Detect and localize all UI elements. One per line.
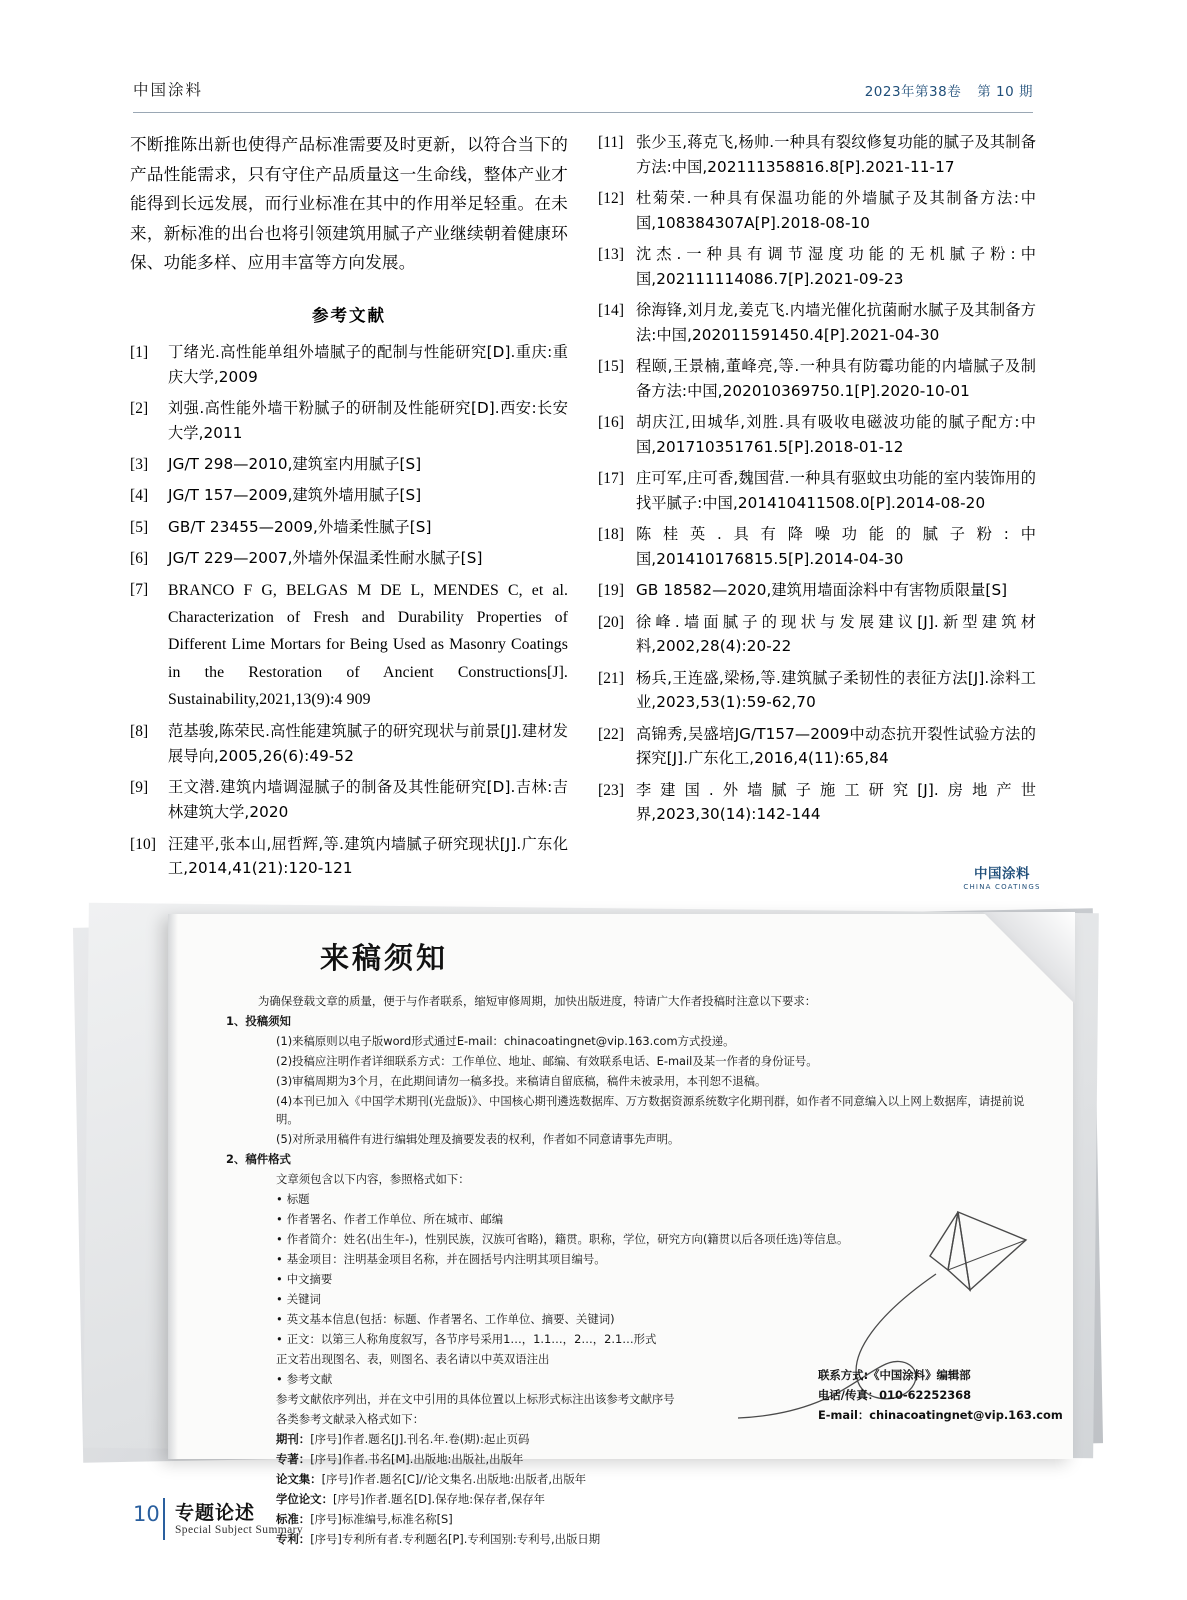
list-item bbox=[598, 130, 1036, 180]
format-row bbox=[216, 1430, 1036, 1448]
ref-number: [11] bbox=[598, 134, 624, 151]
notice-note: 正文若出现图名、表，则图名、表名请以中英双语注出 bbox=[276, 1351, 550, 1366]
ref-text: 李建国.外墙腻子施工研究[J].房地产世界,2023,30(14):142-144 bbox=[636, 780, 1036, 824]
list-item bbox=[598, 466, 1036, 516]
ref-text: 徐海锋,刘月龙,姜克飞.内墙光催化抗菌耐水腻子及其制备方法:中国,202011591450.4[P].2021-04-30 bbox=[636, 301, 1036, 344]
list-item bbox=[598, 666, 1036, 716]
ref-number: [2] bbox=[130, 400, 149, 418]
ref-number: [4] bbox=[130, 487, 149, 505]
notice-item: (5)对所录用稿件有进行编辑处理及摘要发表的权利，作者如不同意请事先声明。 bbox=[276, 1132, 680, 1147]
notice-bullet: • 基金项目：注明基金项目名称，并在圆括号内注明其项目编号。 bbox=[216, 1250, 1036, 1268]
ref-number: [20] bbox=[598, 613, 625, 631]
format-label: 期刊： bbox=[276, 1431, 311, 1446]
list-item bbox=[598, 298, 1036, 348]
ref-text: 杜菊荣.一种具有保温功能的外墙腻子及其制备方法:中国,108384307A[P].2018-08-10 bbox=[636, 189, 1036, 232]
ref-text: 沈杰.一种具有调节湿度功能的无机腻子粉:中国,202111114086.7[P].2021-09-23 bbox=[636, 245, 1036, 288]
notice-intro: 为确保登载文章的质量，便于与作者联系，缩短审修周期，加快出版进度，特请广大作者投稿时注意以下要求： bbox=[258, 994, 817, 1008]
china-coatings-logo bbox=[962, 862, 1042, 891]
ref-number: [18] bbox=[598, 526, 625, 544]
reference-list-left bbox=[130, 340, 568, 881]
ref-text: JG/T 157—2009,建筑外墙用腻子[S] bbox=[168, 486, 422, 505]
format-row bbox=[216, 1450, 1036, 1468]
ref-text: 王文潜.建筑内墙调湿腻子的制备及其性能研究[D].吉林:吉林建筑大学,2020 bbox=[168, 778, 568, 822]
ref-text: 程颐,王景楠,董峰亮,等.一种具有防霉功能的内墙腻子及制备方法:中国,202010369750.1[P].2020-10-01 bbox=[636, 357, 1036, 400]
ref-number: [7] bbox=[130, 581, 149, 599]
issue-info bbox=[865, 80, 1033, 100]
ref-number: [22] bbox=[598, 725, 625, 743]
format-label: 学位论文： bbox=[276, 1491, 333, 1506]
notice-bullet: • 参考文献 bbox=[216, 1370, 1036, 1388]
footer-section-en: Special Subject Summary bbox=[175, 1524, 304, 1536]
references-heading: 参考文献 bbox=[312, 305, 386, 325]
list-item bbox=[130, 452, 568, 477]
list-item bbox=[598, 778, 1036, 828]
ref-text: GB/T 23455—2009,外墙柔性腻子[S] bbox=[168, 517, 432, 536]
page-footer bbox=[133, 1498, 433, 1544]
list-item bbox=[598, 522, 1036, 572]
format-row bbox=[216, 1470, 1036, 1488]
list-item bbox=[130, 515, 568, 540]
format-label: 专著： bbox=[276, 1451, 311, 1466]
ref-text: 汪建平,张本山,屈哲辉,等.建筑内墙腻子研究现状[J].广东化工,2014,41(21):120-121 bbox=[168, 834, 568, 878]
notice-item: (3)审稿周期为3个月，在此期间请勿一稿多投。来稿请自留底稿，稿件未被录用，本刊恕不退稿。 bbox=[276, 1073, 767, 1088]
format-text: [序号]标准编号,标准名称[S] bbox=[310, 1511, 453, 1526]
ref-text: 胡庆江,田城华,刘胜.具有吸收电磁波功能的腻子配方:中国,201710351761.5[P].2018-01-12 bbox=[636, 413, 1036, 456]
list-item bbox=[598, 186, 1036, 236]
page-header bbox=[133, 78, 1033, 113]
list-item bbox=[598, 242, 1036, 292]
notice-bullet: • 作者简介：姓名(出生年-)，性别民族，汉族可省略)，籍贯。职称，学位，研究方向(籍贯以后各项任选)等信息。 bbox=[216, 1230, 1036, 1248]
ref-text: GB 18582—2020,建筑用墙面涂料中有害物质限量[S] bbox=[636, 581, 1008, 600]
ref-text: 陈桂英.具有降噪功能的腻子粉:中国,201410176815.5[P].2014-04-30 bbox=[636, 525, 1036, 568]
notice-bullet: • 英文基本信息(包括：标题、作者署名、工作单位、摘要、关键词) bbox=[216, 1310, 1036, 1328]
format-label: 论文集： bbox=[276, 1471, 322, 1486]
ref-text: 杨兵,王连盛,梁杨,等.建筑腻子柔韧性的表征方法[J].涂料工业,2023,53(1):59-62,70 bbox=[636, 668, 1036, 712]
format-text: [序号]作者.书名[M].出版地:出版社,出版年 bbox=[310, 1451, 524, 1466]
ref-text: 高锦秀,吴盛培JG/T157—2009中动态抗开裂性试验方法的探究[J].广东化工,2016,4(11):65,84 bbox=[636, 724, 1036, 768]
notice-section-1-heading: 1、投稿须知 bbox=[226, 1013, 291, 1028]
contact-line: E-mail：chinacoatingnet@vip.163.com bbox=[818, 1407, 1063, 1422]
list-item bbox=[130, 832, 568, 882]
list-item bbox=[598, 410, 1036, 460]
notice-bullet: • 标题 bbox=[216, 1190, 1036, 1208]
notice-title: 来稿须知 bbox=[320, 941, 449, 975]
ref-number: [13] bbox=[598, 246, 625, 264]
contact-line: 电话/传真：010-62252368 bbox=[818, 1387, 972, 1402]
ref-text: 丁绪光.高性能单组外墙腻子的配制与性能研究[D].重庆:重庆大学,2009 bbox=[168, 343, 568, 386]
footer-section-cn: 专题论述 bbox=[175, 1502, 256, 1524]
format-label: 标准： bbox=[276, 1511, 311, 1526]
ref-number: [3] bbox=[130, 456, 149, 474]
ref-number: [1] bbox=[130, 344, 149, 362]
ref-text: 庄可军,庄可香,魏国营.一种具有驱蚊虫功能的室内装饰用的找平腻子:中国,201410411508.0[P].2014-08-20 bbox=[636, 469, 1036, 512]
format-text: [序号]作者.题名[C]//论文集名.出版地:出版者,出版年 bbox=[321, 1471, 587, 1486]
left-column bbox=[130, 130, 568, 888]
ref-text: BRANCO F G, BELGAS M DE L, MENDES C, et al. Characterization of Fresh and Durability Properties of Different Lime Mortars for Being Used as Masonry Coatings in the Restoration of Ancient Constructions[J]. Sustainability,2021,13(9):4 909 bbox=[168, 582, 568, 708]
list-item bbox=[598, 578, 1036, 603]
list-item bbox=[130, 577, 568, 713]
notice-format-lead: 文章须包含以下内容，参照格式如下： bbox=[276, 1172, 470, 1187]
ref-number: [23] bbox=[598, 781, 625, 799]
ref-text: 张少玉,蒋克飞,杨帅.一种具有裂纹修复功能的腻子及其制备方法:中国,202111358816.8[P].2021-11-17 bbox=[636, 133, 1036, 176]
ref-number: [19] bbox=[598, 582, 625, 600]
ref-number: [6] bbox=[130, 549, 149, 567]
ref-text: 范基骏,陈荣民.高性能建筑腻子的研究现状与前景[J].建材发展导向,2005,26(6):49-52 bbox=[168, 722, 568, 766]
issue-volume: 2023年第38卷 bbox=[864, 84, 962, 100]
ref-number: [10] bbox=[130, 835, 157, 853]
notice-bullet: • 正文：以第三人称角度叙写，各节序号采用1…，1.1…，2…，2.1…形式 bbox=[216, 1330, 1036, 1348]
ref-number: [15] bbox=[598, 358, 625, 376]
issue-number: 第 10 期 bbox=[977, 84, 1033, 100]
journal-name: 中国涂料 bbox=[133, 81, 204, 99]
ref-text: 徐峰.墙面腻子的现状与发展建议[J].新型建筑材料,2002,28(4):20-22 bbox=[636, 612, 1036, 656]
ref-number: [8] bbox=[130, 723, 149, 741]
ref-number: [5] bbox=[130, 518, 149, 536]
ref-number: [21] bbox=[598, 669, 625, 687]
contact-line: 联系方式:《中国涂料》编辑部 bbox=[818, 1368, 971, 1382]
logo-cn-text: 中国涂料 bbox=[974, 866, 1030, 882]
notice-ref-rule: 各类参考文献录入格式如下： bbox=[276, 1411, 425, 1426]
list-item bbox=[130, 546, 568, 571]
list-item bbox=[598, 354, 1036, 404]
contact-info bbox=[818, 1366, 1063, 1426]
ref-text: JG/T 229—2007,外墙外保温柔性耐水腻子[S] bbox=[168, 548, 483, 567]
notice-bullet: • 作者署名、作者工作单位、所在城市、邮编 bbox=[216, 1210, 1036, 1228]
ref-number: [16] bbox=[598, 414, 625, 432]
format-text: [序号]作者.题名[J].刊名.年.卷(期):起止页码 bbox=[310, 1431, 530, 1446]
list-item bbox=[130, 340, 568, 390]
list-item bbox=[598, 610, 1036, 660]
list-item bbox=[130, 396, 568, 446]
notice-bullet: • 中文摘要 bbox=[216, 1270, 1036, 1288]
notice-item: (1)来稿原则以电子版word形式通过E-mail：chinacoatingnet@vip.163.com方式投递。 bbox=[276, 1033, 735, 1048]
notice-section-2-heading: 2、稿件格式 bbox=[226, 1152, 291, 1167]
notice-ref-rule: 参考文献依序列出，并在文中引用的具体位置以上标形式标注出该参考文献序号 bbox=[276, 1391, 675, 1406]
list-item bbox=[130, 719, 568, 769]
notice-item: (4)本刊已加入《中国学术期刊(光盘版)》、中国核心期刊遴选数据库、万方数据资源系统数字化期刊群，如作者不同意编入以上网上数据库，请提前说明。 bbox=[276, 1093, 1025, 1127]
format-text: [序号]作者.题名[D].保存地:保存者,保存年 bbox=[332, 1491, 546, 1506]
footer-divider bbox=[163, 1498, 165, 1540]
logo-en-text: CHINA COATINGS bbox=[963, 883, 1041, 891]
format-text: [序号]专利所有者.专利题名[P].专利国别:专利号,出版日期 bbox=[310, 1531, 601, 1546]
notice-bullet: • 关键词 bbox=[216, 1290, 1036, 1308]
ref-text: 刘强.高性能外墙干粉腻子的研制及性能研究[D].西安:长安大学,2011 bbox=[168, 399, 568, 442]
right-column bbox=[598, 130, 1036, 834]
list-item bbox=[130, 775, 568, 825]
notice-item: (2)投稿应注明作者详细联系方式：工作单位、地址、邮编、有效联系电话、E-mail及某一作者的身份证号。 bbox=[276, 1053, 818, 1068]
ref-number: [9] bbox=[130, 779, 149, 797]
format-label: 专利： bbox=[276, 1531, 311, 1546]
ref-number: [14] bbox=[598, 302, 625, 320]
list-item bbox=[130, 483, 568, 508]
reference-list-right bbox=[598, 130, 1036, 827]
ref-number: [12] bbox=[598, 190, 625, 208]
page-number: 10 bbox=[133, 1502, 160, 1526]
ref-number: [17] bbox=[598, 470, 625, 488]
page-curl-corner bbox=[983, 912, 1075, 1004]
list-item bbox=[598, 722, 1036, 772]
body-paragraph: 不断推陈出新也使得产品标准需要及时更新，以符合当下的产品性能需求，只有守住产品质量这一生命线，整体产业才能得到长远发展，而行业标准在其中的作用举足轻重。在未来，新标准的出台也将引领建筑用腻子产业继续朝着健康环保、功能多样、应用丰富等方向发展。 bbox=[130, 135, 568, 273]
ref-text: JG/T 298—2010,建筑室内用腻子[S] bbox=[168, 455, 422, 474]
paper-edge bbox=[168, 914, 178, 1459]
